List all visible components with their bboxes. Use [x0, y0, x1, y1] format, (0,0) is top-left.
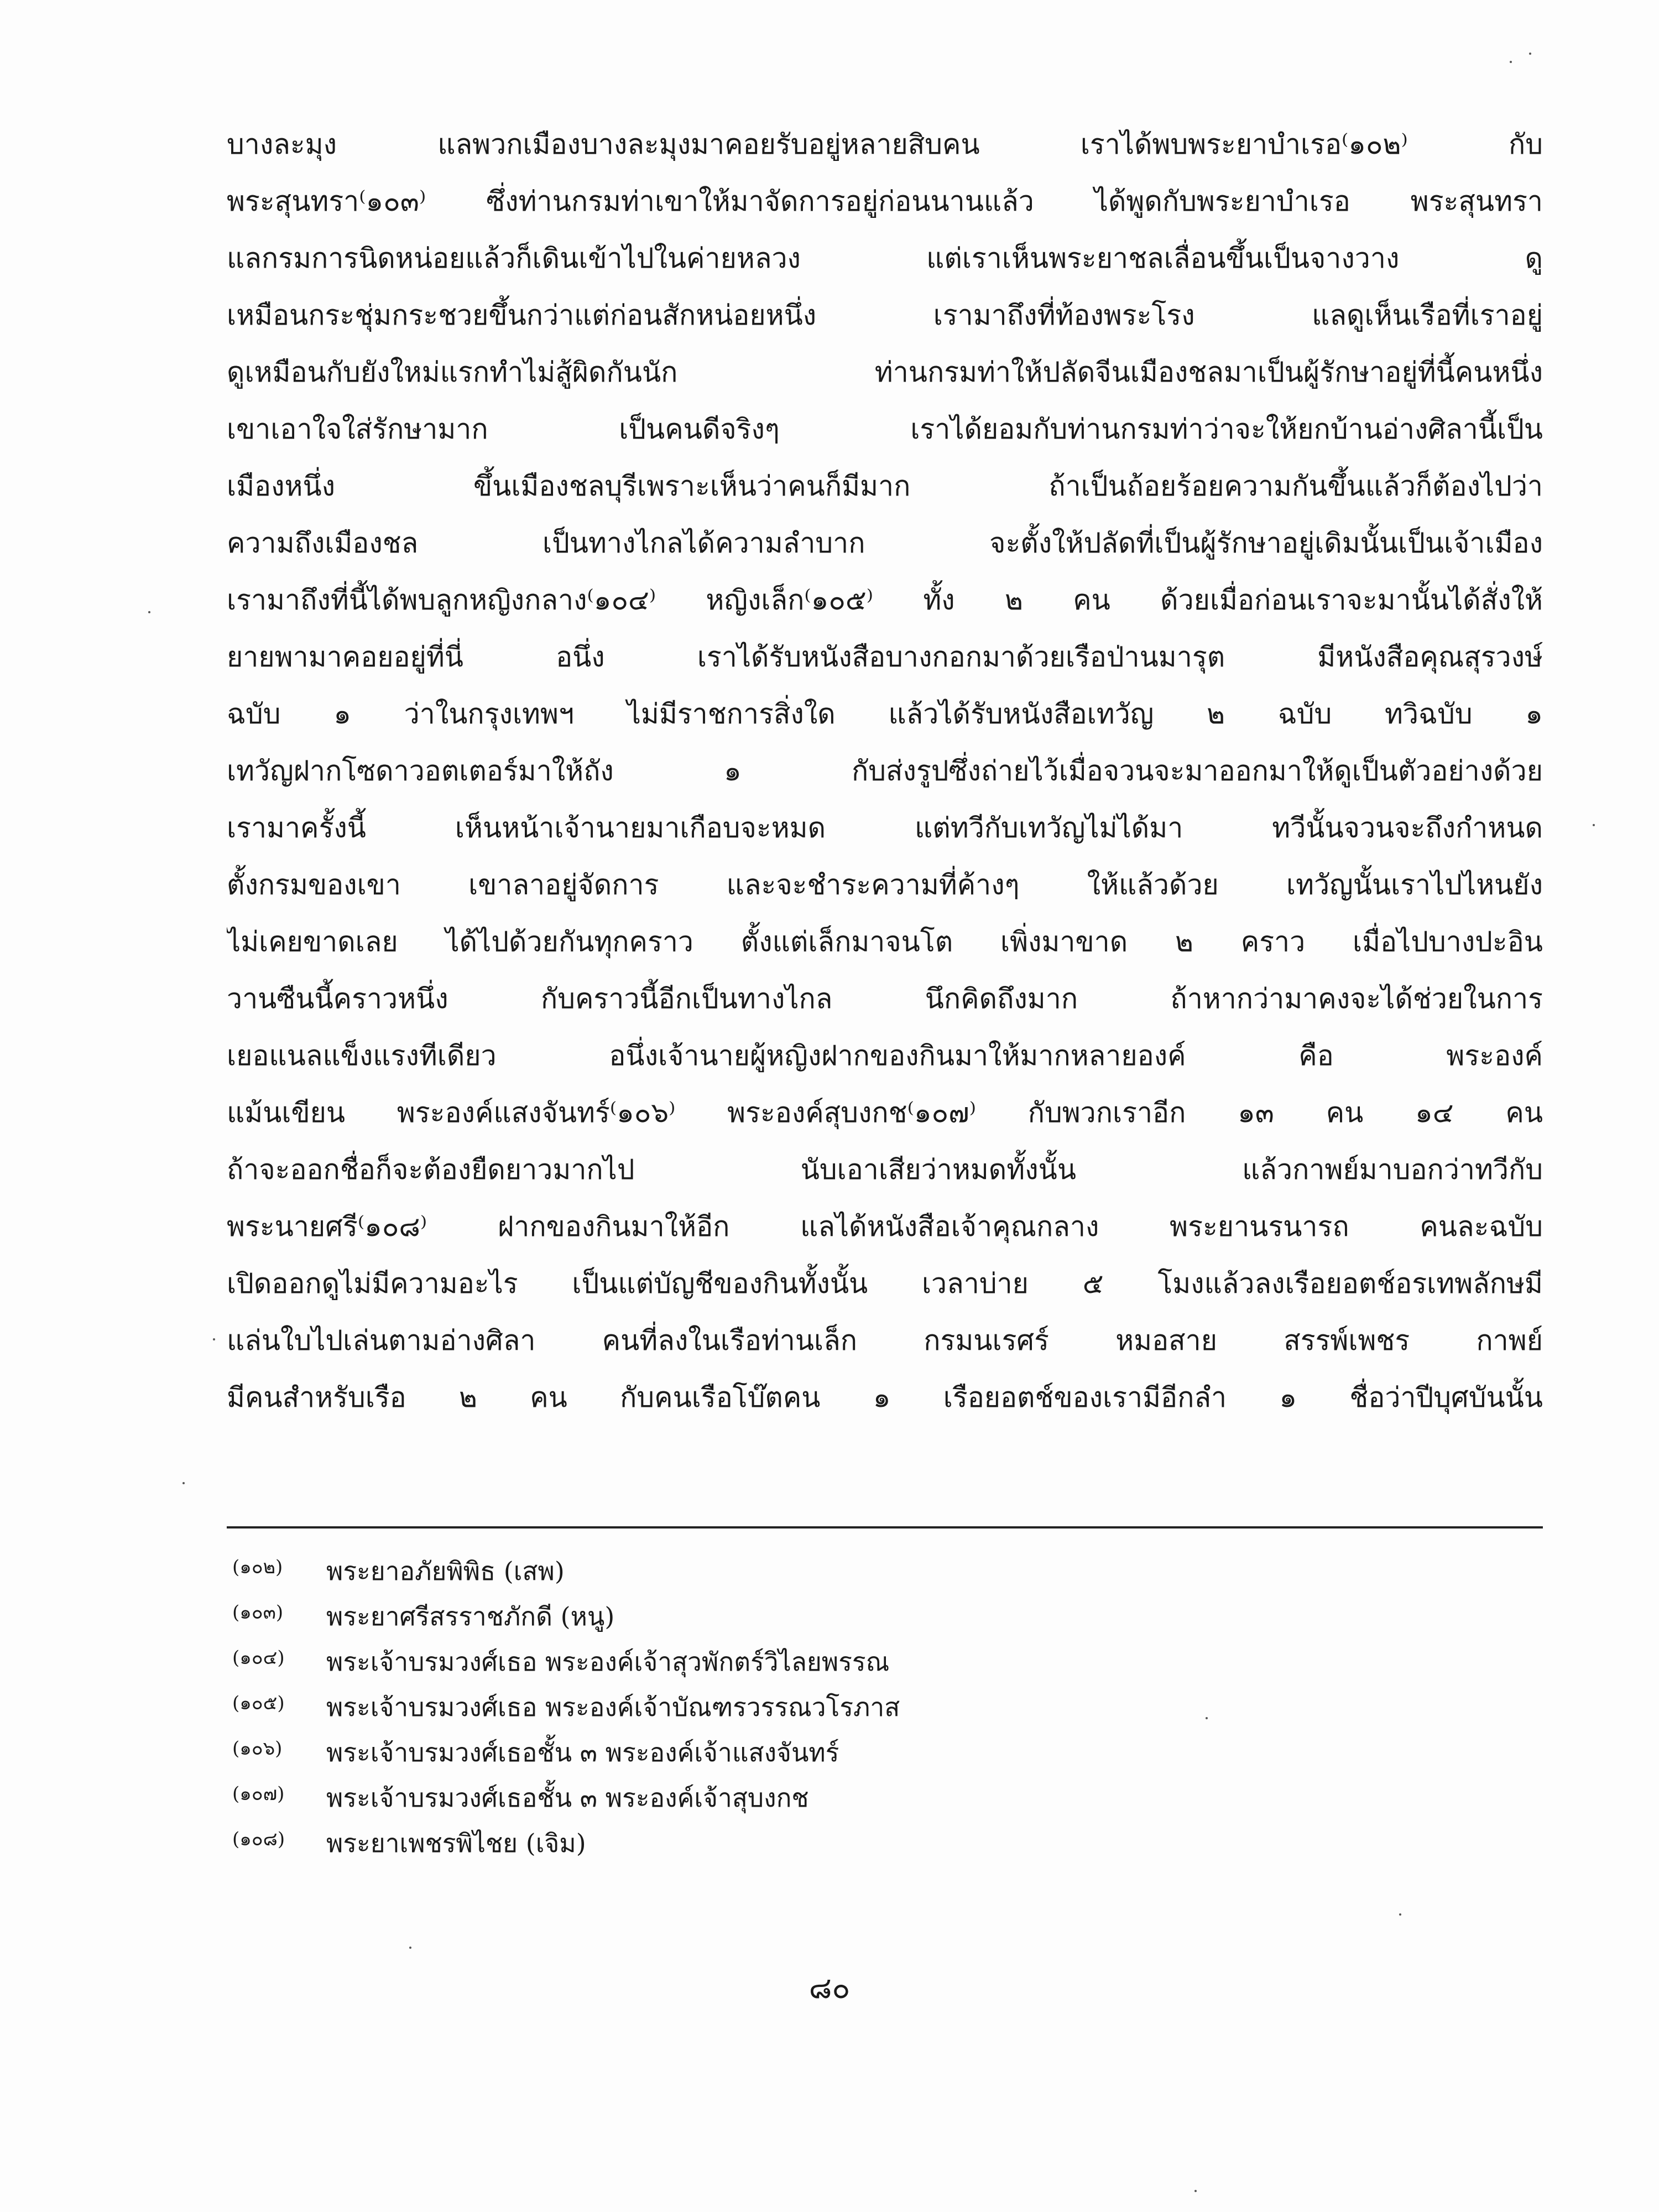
- footnote-item: [232, 1594, 1504, 1639]
- body-line: เขาเอาใจใส่รักษามาก เป็นคนดีจริงๆ เราได้ยอมกับท่านกรมท่าว่าจะให้ยกบ้านอ่างศิลานี้เป็น: [227, 413, 1543, 445]
- scan-speck: [213, 1338, 215, 1340]
- footnote-text: พระเจ้าบรมวงศ์เธอ พระองค์เจ้าสุวพักตร์วิไลยพรรณ: [326, 1647, 890, 1677]
- scan-speck: [1529, 53, 1531, 55]
- footnote-number: (๑๐๗): [232, 1783, 285, 1805]
- footnotes: [232, 1548, 1504, 1866]
- body-text: [227, 116, 1543, 1426]
- footnote-item: [232, 1548, 1504, 1594]
- footnote-item: [232, 1639, 1504, 1684]
- body-line: ความถึงเมืองชล เป็นทางไกลได้ความลำบาก จะตั้งให้ปลัดที่เป็นผู้รักษาอยู่เดิมนั้นเป็นเจ้าเมือง: [227, 527, 1543, 559]
- footnote-text: พระเจ้าบรมวงศ์เธอ พระองค์เจ้าบัณฑรวรรณวโรภาส: [326, 1692, 900, 1722]
- footnote-text: พระยาอภัยพิพิธ (เสพ): [326, 1556, 565, 1586]
- body-line: เยอแนลแข็งแรงทีเดียว อนึ่งเจ้านายผู้หญิงฝากของกินมาให้มากหลายองค์ คือ พระองค์: [227, 1040, 1543, 1072]
- body-line: ไม่เคยขาดเลย ได้ไปด้วยกันทุกคราว ตั้งแต่เล็กมาจนโต เพิ่งมาขาด ๒ คราว เมื่อไปบางปะอิน: [227, 926, 1543, 958]
- scan-speck: [1194, 2190, 1197, 2192]
- body-line: มีคนสำหรับเรือ ๒ คน กับคนเรือโบ๊ตคน ๑ เรือยอตช์ของเรามีอีกลำ ๑ ชื่อว่าปีบุศบันนั้น: [227, 1381, 1543, 1413]
- body-line: แล่นใบไปเล่นตามอ่างศิลา คนที่ลงในเรือท่านเล็ก กรมนเรศร์ หมอสาย สรรพ์เพชร กาพย์: [227, 1324, 1543, 1357]
- scan-speck: [148, 611, 150, 613]
- scan-speck: [1510, 61, 1512, 63]
- footnote-text: พระยาศรีสรราชภักดี (หนู): [326, 1601, 615, 1631]
- scan-speck: [1206, 1717, 1208, 1719]
- footnote-text: พระเจ้าบรมวงศ์เธอชั้น ๓ พระองค์เจ้าสุบงกช: [326, 1783, 809, 1813]
- body-line: เทวัญฝากโซดาวอตเตอร์มาให้ถัง ๑ กับส่งรูปซึ่งถ่ายไว้เมื่อจวนจะมาออกมาให้ดูเป็นตัวอย่างด้วย: [227, 755, 1543, 787]
- scan-speck: [1593, 824, 1595, 826]
- footnote-number: (๑๐๒): [232, 1556, 283, 1578]
- body-line: วานซืนนี้คราวหนึ่ง กับคราวนี้อีกเป็นทางไกล นึกคิดถึงมาก ถ้าหากว่ามาคงจะได้ช่วยในการ: [227, 983, 1543, 1015]
- body-line: ถ้าจะออกชื่อก็จะต้องยืดยาวมากไป นับเอาเสียว่าหมดทั้งนั้น แล้วกาพย์มาบอกว่าทวีกับ: [227, 1154, 1543, 1186]
- body-line: ฉบับ ๑ ว่าในกรุงเทพฯ ไม่มีราชการสิ่งใด แล้วได้รับหนังสือเทวัญ ๒ ฉบับ ทวิฉบับ ๑: [227, 698, 1543, 730]
- footnote-number: (๑๐๖): [232, 1738, 283, 1760]
- body-line: ยายพามาคอยอยู่ที่นี่ อนึ่ง เราได้รับหนังสือบางกอกมาด้วยเรือป่านมารุต มีหนังสือคุณสุรวงษ์: [227, 641, 1543, 673]
- body-line: แลกรมการนิดหน่อยแล้วก็เดินเข้าไปในค่ายหลวง แต่เราเห็นพระยาชลเลื่อนขึ้นเป็นจางวาง ดู: [227, 242, 1543, 274]
- footnote-item: [232, 1730, 1504, 1775]
- footnote-number: (๑๐๕): [232, 1692, 285, 1714]
- body-line: เหมือนกระชุ่มกระชวยขึ้นกว่าแต่ก่อนสักหน่อยหนึ่ง เรามาถึงที่ท้องพระโรง แลดูเห็นเรือที่เราอยู่: [227, 299, 1543, 331]
- scan-speck: [1399, 1913, 1401, 1916]
- scan-speck: [182, 1482, 185, 1484]
- body-line: แม้นเขียน พระองค์แสงจันทร์⁽๑๐๖⁾ พระองค์สุบงกช⁽๑๐๗⁾ กับพวกเราอีก ๑๓ คน ๑๔ คน: [227, 1097, 1543, 1129]
- footnote-item: [232, 1775, 1504, 1820]
- body-line: เมืองหนึ่ง ขึ้นเมืองชลบุรีเพราะเห็นว่าคนก็มีมาก ถ้าเป็นถ้อยร้อยความกันขึ้นแล้วก็ต้องไปว่า: [227, 470, 1543, 502]
- footnote-number: (๑๐๓): [232, 1601, 284, 1624]
- footnote-divider: [227, 1526, 1543, 1528]
- body-line: เรามาครั้งนี้ เห็นหน้าเจ้านายมาเกือบจะหมด แต่ทวีกับเทวัญไม่ได้มา ทวีนั้นจวนจะถึงกำหนด: [227, 812, 1543, 844]
- body-line: พระสุนทรา⁽๑๐๓⁾ ซึ่งท่านกรมท่าเขาให้มาจัดการอยู่ก่อนนานแล้ว ได้พูดกับพระยาบำเรอ พระสุนทรา: [227, 185, 1543, 217]
- body-line: บางละมุง แลพวกเมืองบางละมุงมาคอยรับอยู่หลายสิบคน เราได้พบพระยาบำเรอ⁽๑๐๒⁾ กับ: [227, 128, 1543, 160]
- page-number: ๘๐: [808, 1970, 851, 2005]
- footnote-item: [232, 1820, 1504, 1866]
- body-line: ตั้งกรมของเขา เขาลาอยู่จัดการ และจะชำระความที่ค้างๆ ให้แล้วด้วย เทวัญนั้นเราไปไหนยัง: [227, 869, 1543, 901]
- body-line: เปิดออกดูไม่มีความอะไร เป็นแต่บัญชีของกินทั้งนั้น เวลาบ่าย ๕ โมงแล้วลงเรือยอตช์อรเทพลักษมี: [227, 1267, 1543, 1300]
- footnote-number: (๑๐๔): [232, 1647, 285, 1669]
- footnote-text: พระเจ้าบรมวงศ์เธอชั้น ๓ พระองค์เจ้าแสงจันทร์: [326, 1738, 839, 1767]
- footnote-number: (๑๐๘): [232, 1828, 285, 1850]
- body-line: เรามาถึงที่นี้ได้พบลูกหญิงกลาง⁽๑๐๔⁾ หญิงเล็ก⁽๑๐๕⁾ ทั้ง ๒ คน ด้วยเมื่อก่อนเราจะมานั้นได้สั่งให้: [227, 584, 1543, 616]
- scan-speck: [409, 1947, 411, 1949]
- body-line: ดูเหมือนกับยังใหม่แรกทำไม่สู้ผิดกันนัก ท่านกรมท่าให้ปลัดจีนเมืองชลมาเป็นผู้รักษาอยู่ที่นี้คนหนึ่ง: [227, 356, 1543, 388]
- body-line: พระนายศรี⁽๑๐๘⁾ ฝากของกินมาให้อีก แลได้หนังสือเจ้าคุณกลาง พระยานรนารถ คนละฉบับ: [227, 1211, 1543, 1243]
- footnote-text: พระยาเพชรพิไชย (เจิม): [326, 1828, 586, 1858]
- footnote-item: [232, 1684, 1504, 1730]
